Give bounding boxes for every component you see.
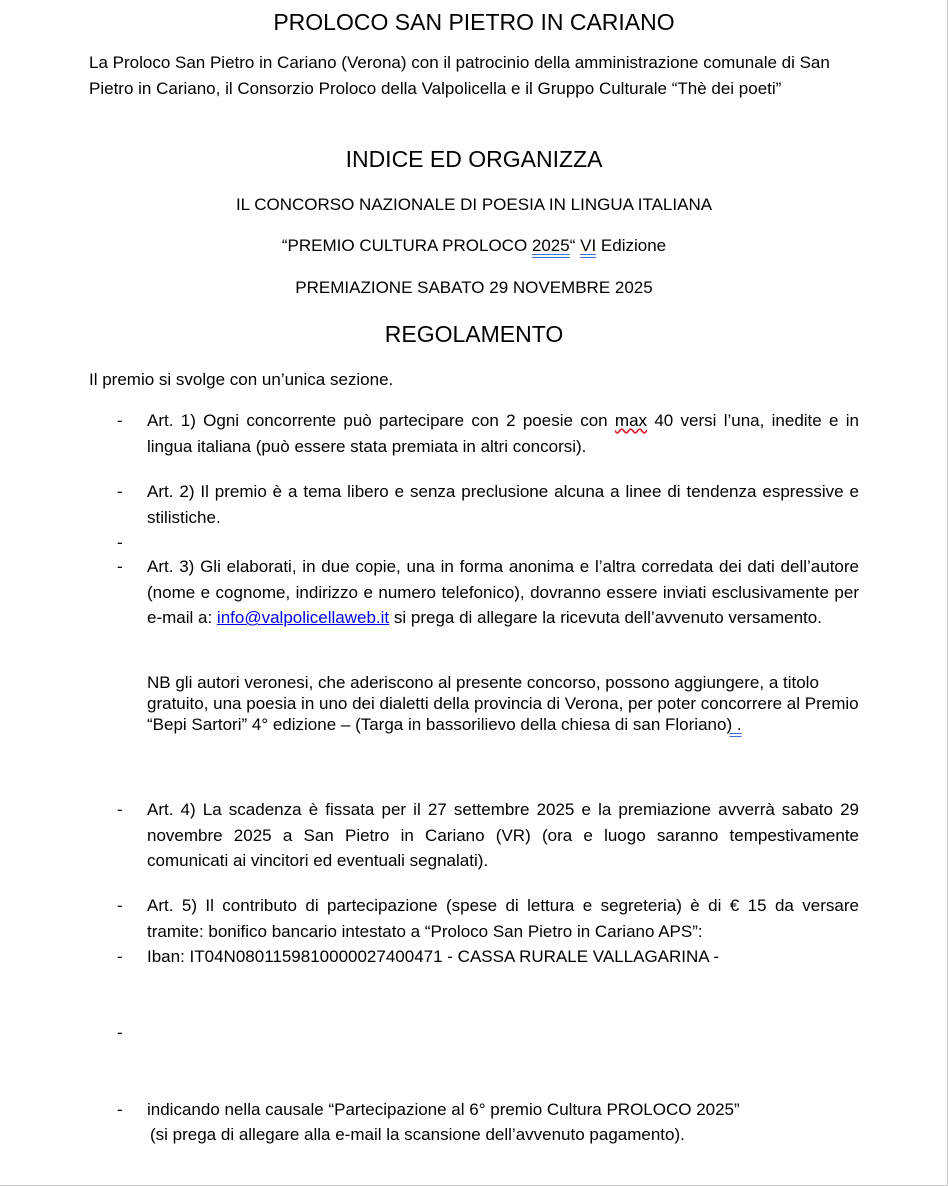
art1-max: max [614, 411, 648, 430]
list-dash: - [117, 1100, 123, 1119]
premio-edition-number: VI [580, 236, 597, 255]
list-item-art2 [117, 479, 859, 530]
list-dash: - [117, 557, 123, 576]
art3-text [147, 554, 859, 631]
art1-pre: Art. 1) Ogni concorrente può partecipare con 2 poesie con [147, 411, 615, 430]
sezione-text: Il premio si svolge con un’unica sezione. [89, 370, 394, 389]
premio-pre: “PREMIO CULTURA PROLOCO [281, 236, 532, 255]
premio-post: Edizione [596, 236, 667, 255]
premiazione-heading: PREMIAZIONE SABATO 29 NOVEMBRE 2025 [295, 278, 653, 297]
regolamento-heading: REGOLAMENTO [384, 321, 564, 347]
list-dash: - [117, 800, 123, 819]
art1-post: 40 versi l’una, inedite e in lingua italiana (può essere stata premiata in altri concorsi). [147, 411, 860, 456]
premio-heading [0, 235, 948, 257]
list-dash: - [117, 947, 123, 966]
intro-paragraph: La Proloco San Pietro in Cariano (Verona) con il patrocinio della amministrazione comunale di San Pietro in Cariano, il Consorzio Proloco della Valpolicella e il Gruppo Culturale “Thè dei poeti” [89, 53, 830, 98]
list-dash: - [117, 533, 123, 552]
art4-text: Art. 4) La scadenza è fissata per il 27 settembre 2025 e la premiazione avverrà sabato 29 novembre 2025 a San Pietro in Cariano (VR) (ora e luogo saranno tempestivamente comunicati ai vincitori ed eventuali segnalati). [147, 800, 859, 870]
list-item-art4 [117, 797, 859, 874]
art2-text: Art. 2) Il premio è a tema libero e senza preclusione alcuna a linee di tendenza espressive e stilistiche. [147, 482, 859, 527]
art1-text [147, 408, 859, 459]
list-dash: - [117, 411, 123, 430]
list-item-art3 [117, 554, 859, 631]
premio-year: 2025 [531, 236, 570, 255]
art5-text: Art. 5) Il contributo di partecipazione (spese di lettura e segreteria) è di € 15 da versare tramite: bonifico bancario intestato a “Proloco San Pietro in Cariano APS”: [147, 896, 859, 941]
concorso-heading: IL CONCORSO NAZIONALE DI POESIA IN LINGUA ITALIANA [235, 195, 713, 214]
art3-post: si prega di allegare la ricevuta dell’avvenuto versamento. [389, 608, 822, 627]
premio-mid: “ [569, 236, 581, 255]
causale-text: indicando nella causale “Partecipazione al 6° premio Cultura PROLOCO 2025” [147, 1100, 740, 1119]
iban-text: Iban: IT04N0801159810000027400471 - CASSA RURALE VALLAGARINA - [147, 947, 720, 966]
page-title: PROLOCO SAN PIETRO IN CARIANO [273, 9, 675, 35]
email-link[interactable]: info@valpolicellaweb.it [216, 608, 390, 627]
nb-tail: ) . [726, 715, 742, 734]
list-item-art5 [117, 893, 859, 944]
causale-note: (si prega di allegare alla e-mail la scansione dell’avvenuto pagamento). [150, 1125, 685, 1144]
nb-text: NB gli autori veronesi, che aderiscono al presente concorso, possono aggiungere, a titolo gratuito, una poesia in uno dei dialetti della provincia di Verona, per poter concorrere al Premio “Bepi Sartori” 4° edizione – (Targa in bassorilievo della chiesa di san Floriano [147, 673, 859, 734]
art3-pre: Art. 3) Gli elaborati, in due copie, una in forma anonima e l’altra corredata dei dati dell’autore (nome e cognome, indirizzo e numero telefonico), dovranno essere inviati esclusivamente per e-mail a: [147, 557, 859, 627]
indice-heading: INDICE ED ORGANIZZA [345, 146, 603, 172]
list-dash: - [117, 482, 123, 501]
list-dash: - [117, 1023, 123, 1042]
list-item-art1 [117, 408, 859, 459]
nb-note [147, 672, 859, 735]
list-item-causale [117, 1097, 859, 1123]
list-dash: - [117, 896, 123, 915]
list-item-iban [117, 944, 859, 970]
